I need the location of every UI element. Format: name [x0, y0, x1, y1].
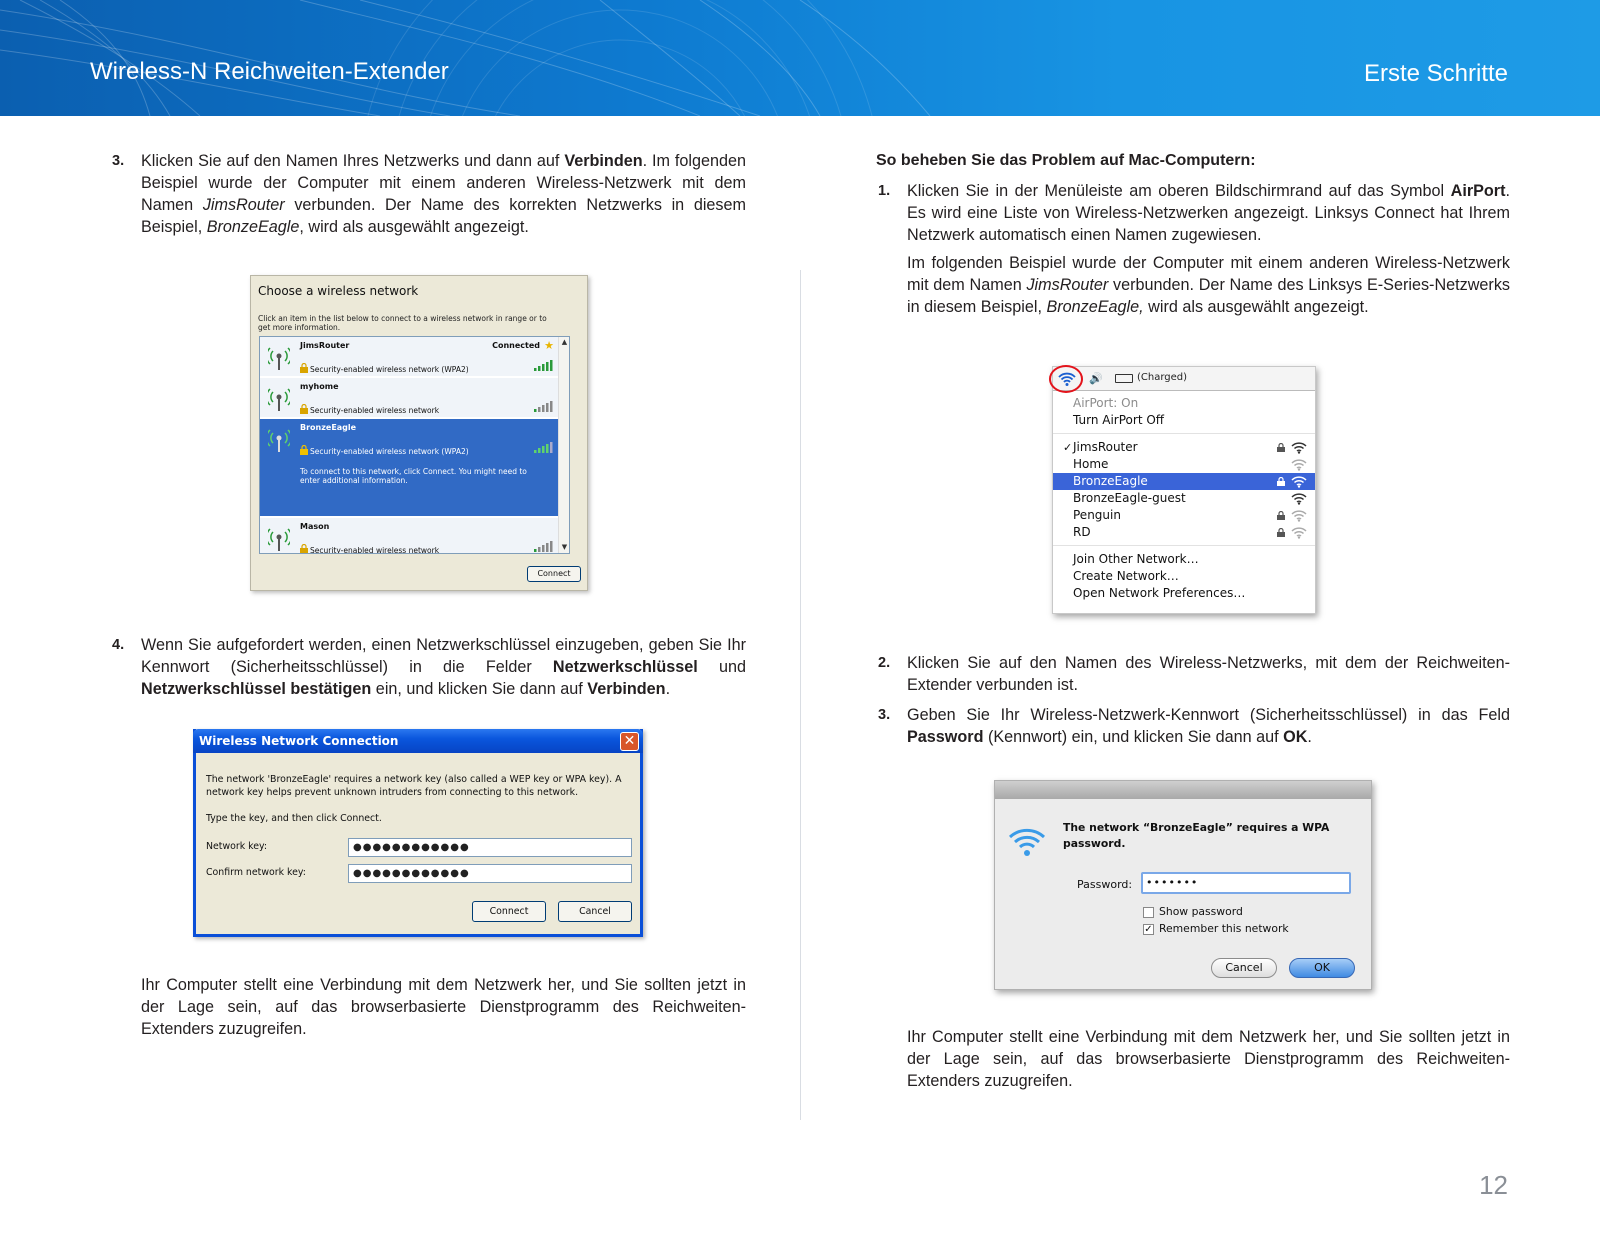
lock-icon: [1277, 528, 1285, 537]
closing-paragraph: Ihr Computer stellt eine Verbindung mit dem Netzwerk her, und Sie sollten jetzt in der Lage sein, auf das browserbasierte Dienstprogramm des Reichweiten-Extenders zuzugreifen.: [141, 976, 746, 1038]
text: Klicken Sie auf den Namen des Wireless-Netzwerks, mit dem der Reichweiten-Extender verbunden ist.: [907, 654, 1510, 694]
text: Geben Sie Ihr Wireless-Netzwerk-Kennwort (Sicherheitsschlüssel) in das Feld: [907, 706, 1510, 724]
menu-separator: [1053, 433, 1315, 434]
step-3-left: [110, 150, 746, 238]
right-closing: [876, 1026, 1510, 1092]
star-icon: ★: [544, 339, 554, 352]
lock-icon: [300, 363, 308, 373]
network-item[interactable]: [1053, 524, 1315, 541]
text: , wird als ausgewählt angezeigt.: [299, 218, 529, 236]
bold-text: OK: [1283, 728, 1308, 746]
battery-icon[interactable]: [1115, 374, 1133, 383]
step-number: 3.: [878, 707, 891, 723]
right-column-steps-2-3: [876, 652, 1510, 756]
dialog-instruction: Type the key, and then click Connect.: [206, 813, 382, 824]
step-number: 1.: [878, 183, 891, 199]
password-label: Password:: [1077, 878, 1133, 891]
signal-bars-icon: [534, 441, 554, 453]
menu-separator: [1053, 545, 1315, 546]
network-item[interactable]: [1053, 507, 1315, 524]
checkmark-icon: ✓: [1063, 441, 1073, 454]
wifi-icon: [1291, 441, 1307, 454]
mac-password-dialog: [994, 780, 1372, 990]
step-4-left: [110, 634, 746, 700]
lock-icon: [1277, 477, 1285, 486]
text: verbunden. Der Name des Linksys E-Series-Netzwerks in diesem Beispiel,: [907, 276, 1511, 316]
speaker-icon[interactable]: 🔊: [1089, 372, 1103, 385]
text: . Es wird eine Liste von Wireless-Netzwerken angezeigt. Linksys Connect hat Ihrem Netzwerk automatisch einen Namen zugewiesen.: [907, 182, 1510, 244]
network-name: myhome: [300, 382, 339, 391]
network-row-selected[interactable]: [260, 419, 560, 517]
network-name: JimsRouter: [300, 341, 350, 350]
dialog-titlebar: [995, 781, 1371, 799]
wifi-icon: [1291, 458, 1307, 471]
dialog-message: The network “BronzeEagle” requires a WPA password.: [1063, 821, 1330, 850]
signal-bars-icon: [534, 540, 554, 552]
network-item-selected[interactable]: [1053, 473, 1315, 490]
network-info: To connect to this network, click Connect. You might need to enter additional information.: [300, 467, 527, 485]
dialog-title: Wireless Network Connection: [199, 734, 399, 748]
network-name: JimsRouter: [1073, 440, 1138, 454]
step-number: 4.: [112, 637, 125, 653]
italic-text: BronzeEagle,: [1046, 298, 1144, 316]
step-1-right: [876, 180, 1510, 246]
signal-bars-icon: [534, 400, 554, 412]
bold-text: AirPort: [1450, 182, 1506, 200]
turn-airport-off[interactable]: Turn AirPort Off: [1073, 413, 1165, 427]
text: wird als ausgewählt angezeigt.: [1143, 298, 1369, 316]
lock-icon: [1277, 443, 1285, 452]
italic-text: BronzeEagle: [206, 218, 300, 236]
cancel-button[interactable]: Cancel: [558, 901, 632, 922]
right-column: [876, 150, 1510, 326]
security-label: Security-enabled wireless network: [310, 406, 440, 415]
confirm-key-input[interactable]: ●●●●●●●●●●●●: [348, 864, 632, 883]
confirm-key-label: Confirm network key:: [206, 867, 306, 878]
lock-icon: [300, 544, 308, 554]
security-label: Security-enabled wireless network: [310, 546, 440, 554]
section-title: Erste Schritte: [1363, 60, 1508, 87]
italic-text: JimsRouter: [1026, 276, 1109, 294]
menu-bar: [1053, 367, 1315, 391]
text: verbunden. Der Name des korrekten Netzwerks in diesem Beispiel,: [141, 196, 746, 236]
dialog-titlebar: [193, 729, 643, 753]
bold-text: Password: [907, 728, 984, 746]
network-list: [259, 336, 570, 554]
network-name: Mason: [300, 522, 330, 531]
security-label: Security-enabled wireless network (WPA2): [310, 365, 469, 374]
wifi-icon: [1291, 475, 1307, 488]
text: Wenn Sie aufgefordert werden, einen Netzwerkschlüssel einzugeben, geben Sie Ihr Kennwort (Sicherheitsschlüssel) in die Felder: [141, 636, 746, 676]
create-network[interactable]: Create Network…: [1073, 569, 1179, 583]
window-title: Choose a wireless network: [258, 284, 419, 298]
step-number: 3.: [112, 153, 125, 169]
page-number: 12: [1479, 1170, 1508, 1200]
text: .: [665, 680, 671, 698]
scroll-down-icon[interactable]: ▼: [561, 543, 568, 551]
left-column-step-4: [110, 634, 746, 708]
battery-status: (Charged): [1137, 372, 1188, 383]
text: (Kennwort) ein, und klicken Sie dann auf: [983, 728, 1284, 746]
wifi-icon: [1291, 509, 1307, 522]
network-key-input[interactable]: ●●●●●●●●●●●●: [348, 838, 632, 857]
lock-icon: [1277, 511, 1285, 520]
connect-button[interactable]: Connect: [527, 566, 581, 582]
lock-icon: [300, 445, 308, 455]
cancel-button[interactable]: Cancel: [1211, 958, 1277, 978]
antenna-icon: [268, 427, 290, 453]
step-3-right: [876, 704, 1510, 748]
ok-button[interactable]: OK: [1289, 958, 1355, 978]
bold-text: Verbinden: [587, 680, 666, 698]
network-item[interactable]: [1053, 456, 1315, 473]
text: ein, und klicken Sie dann auf: [371, 680, 588, 698]
wifi-icon: [1007, 823, 1047, 859]
password-input[interactable]: •••••••: [1141, 872, 1351, 894]
antenna-icon: [268, 345, 290, 371]
connect-button[interactable]: Connect: [472, 901, 546, 922]
close-icon[interactable]: ✕: [620, 732, 639, 751]
lock-icon: [300, 404, 308, 414]
network-row[interactable]: [260, 518, 560, 554]
security-label: Security-enabled wireless network (WPA2): [310, 447, 469, 456]
left-closing: [110, 974, 746, 1040]
text: . Im folgenden Beispiel wurde der Computer mit einem anderen Wireless-Netzwerk mit dem Namen: [141, 152, 747, 214]
document-title: Wireless-N Reichweiten-Extender: [90, 58, 449, 85]
remember-network-checkbox[interactable]: ✓: [1144, 924, 1153, 935]
left-column: [110, 150, 746, 246]
bold-text: Netzwerkschlüssel: [552, 658, 698, 676]
network-name: BronzeEagle: [1073, 474, 1148, 488]
xp-choose-network-window: [250, 275, 588, 591]
antenna-icon: [268, 386, 290, 412]
wifi-icon: [1291, 526, 1307, 539]
dialog-message: The network 'BronzeEagle' requires a network key (also called a WEP key or WPA key). A network key helps prevent unknown intruders from connecting to this network.: [206, 774, 622, 798]
closing-paragraph: Ihr Computer stellt eine Verbindung mit dem Netzwerk her, und Sie sollten jetzt in der Lage sein, auf das browserbasierte Dienstprogramm des Reichweiten-Extenders zuzugreifen.: [907, 1028, 1510, 1090]
column-divider: [800, 270, 801, 1120]
network-key-label: Network key:: [206, 841, 268, 852]
italic-text: JimsRouter: [202, 196, 285, 214]
network-name: Home: [1073, 457, 1109, 471]
network-name: Penguin: [1073, 508, 1121, 522]
network-name: BronzeEagle-guest: [1073, 491, 1186, 505]
connection-status: Connected: [492, 341, 540, 350]
text: Klicken Sie in der Menüleiste am oberen Bildschirmrand auf das Symbol: [907, 182, 1451, 200]
show-password-checkbox[interactable]: [1143, 907, 1154, 918]
signal-bars-icon: [534, 359, 554, 371]
window-hint: Click an item in the list below to connect to a wireless network in range or to get more information.: [258, 314, 547, 332]
bold-text: Verbinden: [564, 152, 643, 170]
wifi-icon: [1291, 492, 1307, 505]
network-row[interactable]: [260, 378, 560, 418]
scroll-up-icon[interactable]: ▲: [561, 338, 568, 346]
network-item[interactable]: [1053, 439, 1315, 456]
text: Im folgenden Beispiel wurde der Computer mit einem anderen Wireless-Netzwerk mit dem Namen: [907, 254, 1510, 294]
open-network-preferences[interactable]: Open Network Preferences…: [1073, 586, 1246, 600]
network-item[interactable]: [1053, 490, 1315, 507]
page-header: [0, 0, 1600, 116]
network-name: RD: [1073, 525, 1091, 539]
mac-airport-menu: [1052, 366, 1316, 614]
show-password-label: Show password: [1159, 905, 1243, 918]
text: und: [697, 658, 746, 676]
text: Klicken Sie auf den Namen Ihres Netzwerks und dann auf: [141, 152, 565, 170]
highlight-circle: [1049, 365, 1083, 393]
bold-text: Netzwerkschlüssel bestätigen: [141, 680, 372, 698]
network-row[interactable]: [260, 337, 560, 377]
text: .: [1307, 728, 1312, 746]
xp-network-key-dialog: [193, 729, 643, 937]
mac-subheading: So beheben Sie das Problem auf Mac-Computern:: [876, 152, 1256, 169]
step-number: 2.: [878, 655, 891, 671]
network-name: BronzeEagle: [300, 423, 357, 432]
scrollbar[interactable]: [558, 337, 569, 553]
step-1-right-paragraph-2: [876, 252, 1510, 318]
step-2-right: [876, 652, 1510, 696]
airport-status: AirPort: On: [1073, 396, 1139, 410]
remember-network-label: Remember this network: [1159, 922, 1289, 935]
join-other-network[interactable]: Join Other Network…: [1073, 552, 1199, 566]
antenna-icon: [268, 526, 290, 552]
